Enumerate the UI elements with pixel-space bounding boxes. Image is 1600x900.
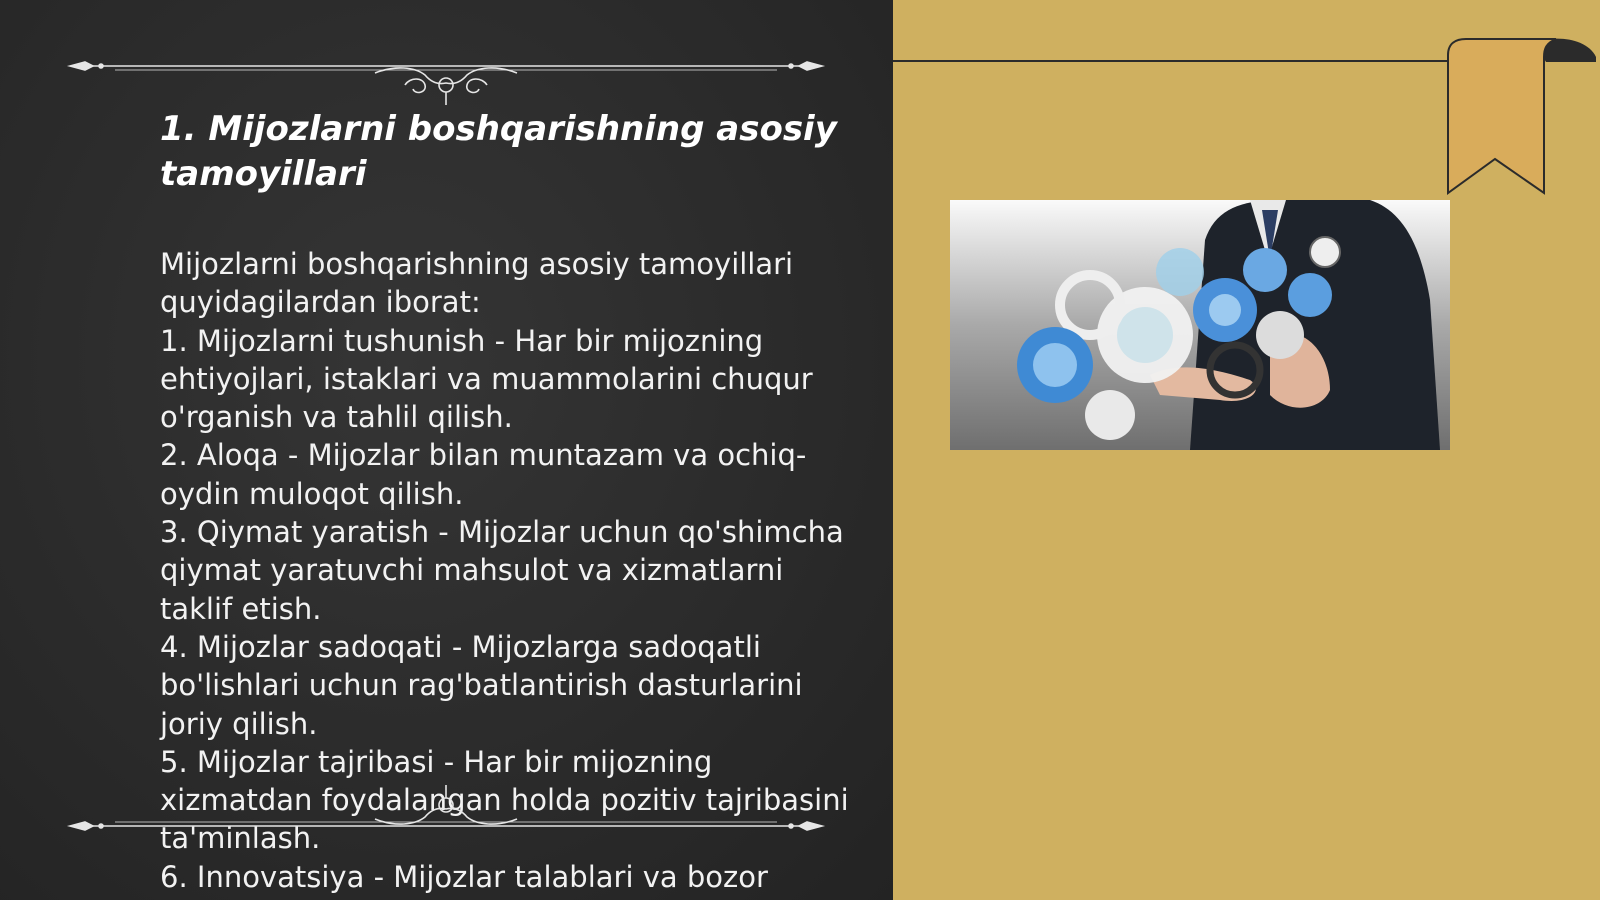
ornament-divider-top-icon [65, 45, 827, 105]
list-item: 3. Qiymat yaratish - Mijozlar uchun qo'shimcha qiymat yaratuvchi mahsulot va xizmatlarni taklif etish. [160, 515, 844, 626]
slide-title: 1. Mijozlarni boshqarishning asosiy tamoyillari [160, 109, 837, 194]
list-item: 1. Mijozlarni tushunish - Har bir mijozning ehtiyojlari, istaklari va muammolarini chuqur o'rganish va tahlil qilish. [160, 323, 813, 435]
header-rule [893, 60, 1453, 62]
bookmark-ribbon-icon [1436, 35, 1596, 200]
intro-text: Mijozlarni boshqarishning asosiy tamoyillari quyidagilardan iborat: [160, 247, 794, 320]
business-gears-icon [950, 200, 1450, 450]
list-item: 5. Mijozlar tajribasi - Har bir mijozning xizmatdan foydalangan holda pozitiv tajribasini ta'minlash. [160, 744, 849, 856]
list-item: 2. Aloqa - Mijozlar bilan muntazam va ochiq-oydin muloqot qilish. [160, 438, 807, 511]
list-item: 6. Innovatsiya - Mijozlar talablari va bozor [160, 859, 768, 894]
ornament-divider-bottom-icon [65, 775, 827, 835]
right-panel [893, 0, 1600, 900]
list-item: 4. Mijozlar sadoqati - Mijozlarga sadoqatli bo'lishlari uchun rag'batlantirish dasturlarini joriy qilish. [160, 629, 803, 741]
business-gears-image [950, 200, 1450, 450]
